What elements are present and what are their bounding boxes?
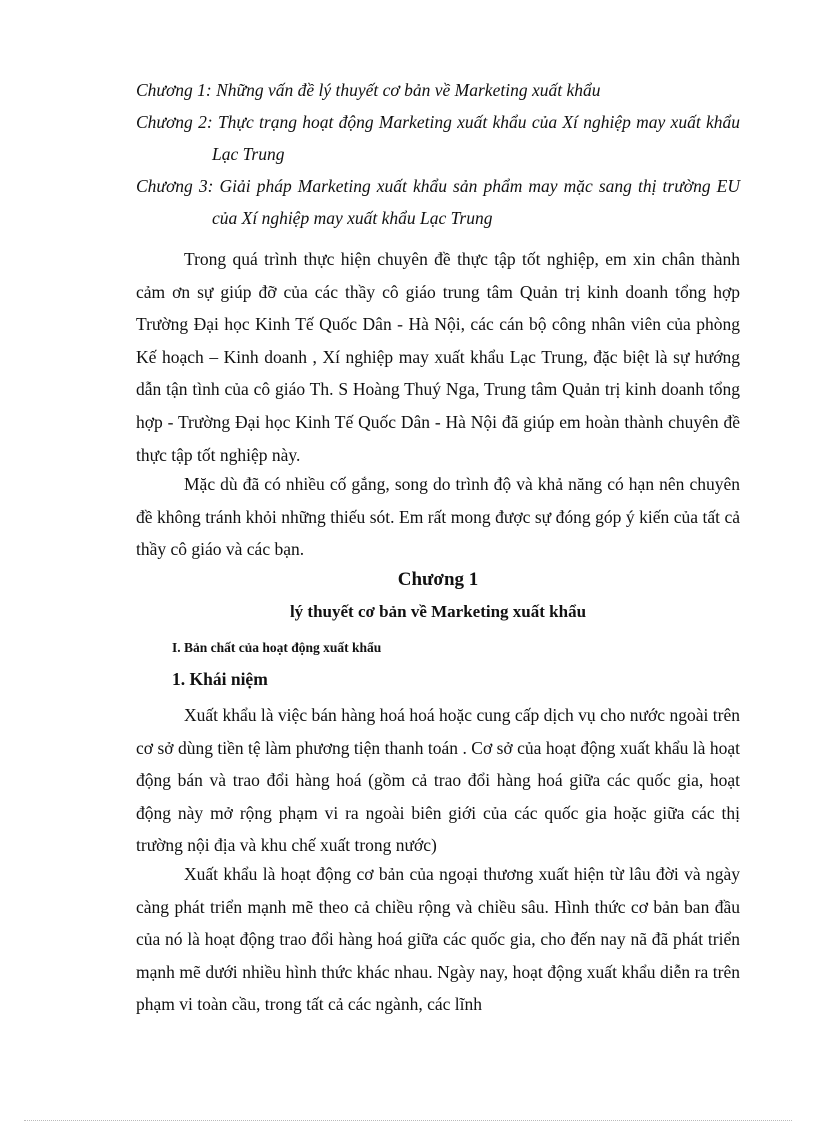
content-paragraph-2-text: Xuất khẩu là hoạt động cơ bản của ngoại thương xuất hiện từ lâu đời và ngày càng phát triển mạnh mẽ theo cả chiều rộng và chiều sâu. Hình thức cơ bản ban đầu của nó là hoạt động trao đổi hàng hoá giữa các quốc gia, cho đến nay nã đã phát triển mạnh mẽ dưới nhiều hình thức khác nhau. Ngày nay, hoạt động xuất khẩu diễn ra trên phạm vi toàn cầu, trong tất cả các ngành, các lĩnh <box>136 864 740 1015</box>
chapter-outline <box>136 74 740 234</box>
outline-chapter-1: Chương 1: Những vấn đề lý thuyết cơ bản về Marketing xuất khẩu <box>136 80 601 100</box>
intro-paragraph-2 <box>136 468 740 566</box>
content-paragraph-1-text: Xuất khẩu là việc bán hàng hoá hoá hoặc cung cấp dịch vụ cho nước ngoài trên cơ sở dùng tiền tệ làm phương tiện thanh toán . Cơ sở của hoạt động xuất khẩu là hoạt động bán và trao đổi hàng hoá (gồm cả trao đổi hàng hoá giữa các quốc gia, hoạt động này mở rộng phạm vi ra ngoài biên giới của các quốc gia hoặc giữa các thị trường nội địa và khu chế xuất trong nước) <box>136 705 740 856</box>
subsection-heading: 1. Khái niệm <box>172 669 268 689</box>
outline-chapter-2: Chương 2: Thực trạng hoạt động Marketing xuất khẩu của Xí nghiệp may xuất khẩu Lạc Trung <box>136 112 740 164</box>
content-paragraph-2 <box>136 858 740 1021</box>
chapter-subtitle: lý thuyết cơ bản về Marketing xuất khẩu <box>289 602 587 621</box>
intro-paragraph-1-text: Trong quá trình thực hiện chuyên đề thực tập tốt nghiệp, em xin chân thành cảm ơn sự giúp đỡ của các thầy cô giáo trung tâm Quản trị kinh doanh tổng hợp Trường Đại học Kinh Tế Quốc Dân - Hà Nội, các cán bộ công nhân viên của phòng Kế hoạch – Kinh doanh , Xí nghiệp may xuất khẩu Lạc Trung, đặc biệt là sự hướng dẫn tận tình của cô giáo Th. S Hoàng Thuý Nga, Trung tâm Quản trị kinh doanh tổng hợp - Trường Đại học Kinh Tế Quốc Dân - Hà Nội đã giúp em hoàn thành chuyên đề thực tập tốt nghiệp này. <box>136 249 740 465</box>
page-bottom-divider <box>24 1120 792 1121</box>
content-paragraph-1 <box>136 699 740 862</box>
intro-paragraph-2-text: Mặc dù đã có nhiều cố gắng, song do trình độ và khả năng có hạn nên chuyên đề không tránh khỏi những thiếu sót. Em rất mong được sự đóng góp ý kiến của tất cả thầy cô giáo và các bạn. <box>136 474 740 560</box>
chapter-title: Chương 1 <box>397 569 479 590</box>
outline-chapter-3: Chương 3: Giải pháp Marketing xuất khẩu sản phẩm may mặc sang thị trường EU của Xí nghiệp may xuất khẩu Lạc Trung <box>136 176 740 228</box>
intro-paragraph-1 <box>136 243 740 471</box>
section-heading: I. Bản chất của hoạt động xuất khẩu <box>172 640 382 655</box>
